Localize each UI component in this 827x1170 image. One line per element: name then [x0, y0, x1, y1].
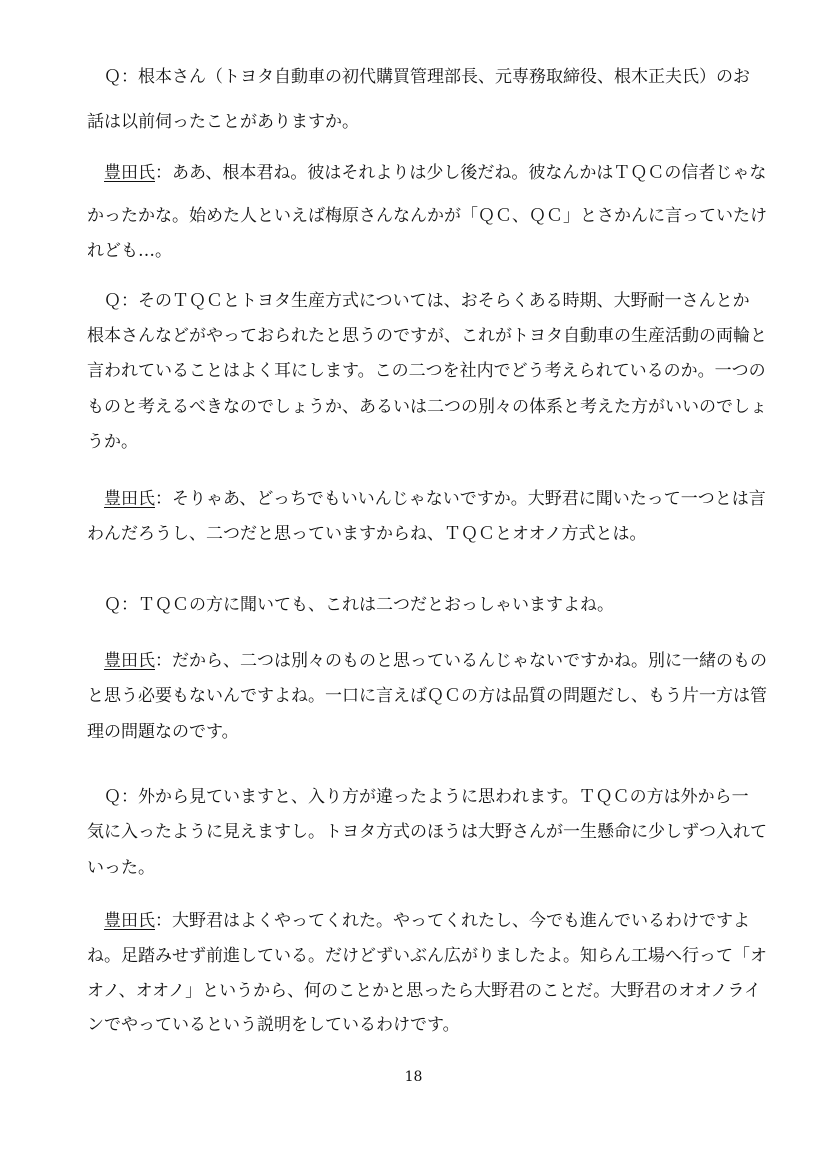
- text-line: かったかな。始めた人といえば梅原さんなんかが「ＱＣ、ＱＣ」とさかんに言っていたけ: [87, 206, 767, 226]
- speaker-label: 豊田氏: [104, 489, 155, 509]
- text-line: ものと考えるべきなのでしょうか、あるいは二つの別々の体系と考えた方がいいのでしょ: [87, 397, 767, 417]
- text-line: ね。足踏みせず前進している。だけどずいぶん広がりましたよ。知らん工場へ行って「オ: [87, 946, 767, 966]
- text-line: [87, 910, 767, 932]
- text-line: 話は以前伺ったことがありますか。: [87, 112, 359, 132]
- line-text: ：大野君はよくやってくれた。やってくれたし、今でも進んでいるわけですよ: [155, 911, 750, 931]
- text-line: ンでやっているという説明をしているわけです。: [87, 1015, 460, 1035]
- text-line: れども…。: [87, 241, 172, 261]
- text-line: Ｑ：根本さん（トヨタ自動車の初代購買管理部長、元専務取締役、根木正夫氏）のお: [87, 67, 750, 87]
- speaker-label: 豊田氏: [104, 163, 155, 183]
- text-line: Ｑ：ＴＱＣの方に聞いても、これは二つだとおっしゃいますよね。: [87, 595, 614, 615]
- text-line: 根本さんなどがやっておられたと思うのですが、これがトヨタ自動車の生産活動の両輪と: [87, 326, 767, 346]
- text-line: うか。: [87, 432, 138, 452]
- text-line: [87, 162, 767, 184]
- text-line: Ｑ：外から見ていますと、入り方が違ったように思われます。ＴＱＣの方は外から一: [87, 787, 749, 807]
- text-line: 言われていることはよく耳にします。この二つを社内でどう考えられているのか。一つの: [87, 361, 766, 381]
- speaker-label: 豊田氏: [104, 651, 155, 671]
- text-line: と思う必要もないんですよね。一口に言えばＱＣの方は品質の問題だし、もう片一方は管: [87, 686, 767, 706]
- line-text: ：ああ、根本君ね。彼はそれよりは少し後だね。彼なんかはＴＱＣの信者じゃな: [155, 163, 767, 183]
- text-line: オノ、オオノ」というから、何のことかと思ったら大野君のことだ。大野君のオオノライ: [87, 981, 762, 1001]
- text-line: わんだろうし、二つだと思っていますからね、ＴＱＣとオオノ方式とは。: [87, 524, 647, 544]
- line-text: ：だから、二つは別々のものと思っているんじゃないですかね。別に一緒のもの: [155, 651, 767, 671]
- text-line: [87, 488, 767, 510]
- text-line: 理の問題なのです。: [87, 722, 239, 742]
- text-line: Ｑ：そのＴＱＣとトヨタ生産方式については、おそらくある時期、大野耐一さんとか: [87, 291, 750, 311]
- page-number: 18: [404, 1069, 423, 1085]
- speaker-label: 豊田氏: [104, 911, 155, 931]
- text-line: いった。: [87, 858, 155, 878]
- text-line: [87, 650, 767, 672]
- line-text: ：そりゃあ、どっちでもいいんじゃないですか。大野君に聞いたって一つとは言: [155, 489, 766, 509]
- text-line: 気に入ったように見えますし。トヨタ方式のほうは大野さんが一生懸命に少しずつ入れて: [87, 822, 767, 842]
